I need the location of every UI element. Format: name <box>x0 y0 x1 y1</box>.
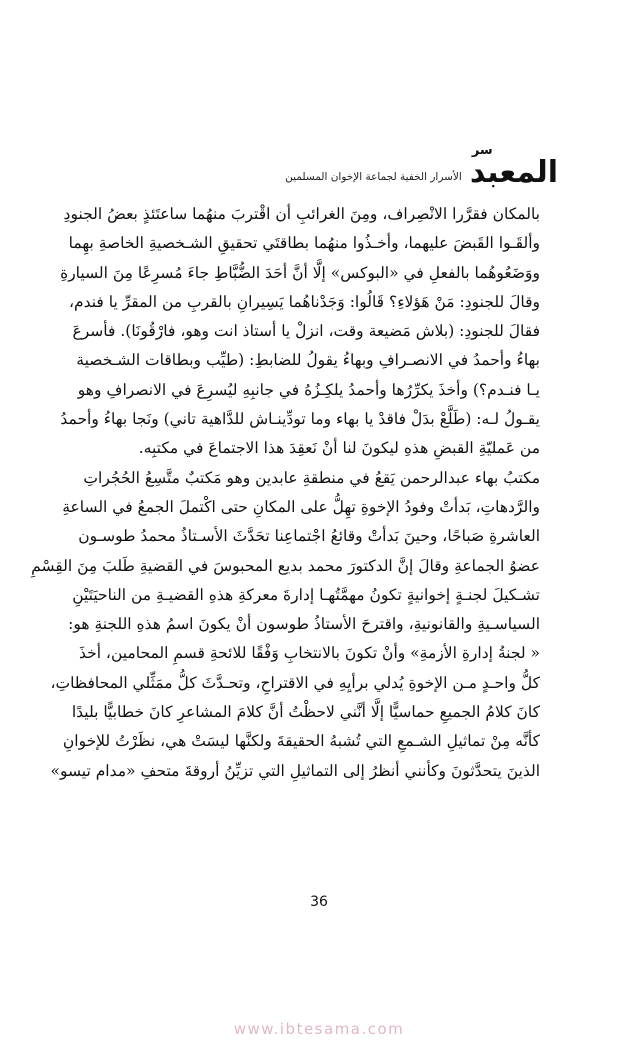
text-line: يقـولُ لـه: (طَلَّعْ بدَلْ فاقدْ يا بهاء وما تودِّينـاش للدَّاهية تاني) ونَجا بهاءُ وأحمدُ <box>60 410 540 429</box>
text-line: بهاءُ وأحمدُ في الانصـرافِ وبهاءُ يقولُ للضابطِ: (طيِّب وبطاقات الشـخصية <box>76 351 540 370</box>
text-line: وقالَ للجنودِ: مَنْ هَؤلاءِ؟ قَالُوا: وَجَدْناهُما يَسِيرانِ بالقربِ من المقرِّ يا فندم، <box>68 292 540 311</box>
text-line: مكتبُ بهاء عبدالرحمن يَقعُ في منطقةِ عابدين وهو مَكتبٌ متَّسِعُ الحُجُراتِ <box>83 468 540 487</box>
text-line: عضوُ الجماعةِ وقالَ إنَّ الدكتورَ محمد بديع المحبوسَ في القضيةِ طَلبَ مِنَ القِسْمِ <box>31 556 540 575</box>
text-line: وألقَـوا القَبضَ عليهما، وأخـذُوا منهُما بطاقتَي تحقيقِ الشـخصيةِ الخاصةِ بهِما <box>68 234 540 253</box>
book-title-logo <box>469 143 558 190</box>
text-line: فقالَ للجنودِ: (بلاش مَضيعة وقت، انزلْ يا أستاذ انت وهو، فارْقُونَا). فأسرعَ <box>72 322 540 341</box>
text-line: يـا فنـدم؟) وأخذَ يكرِّرُها وأحمدُ يلكِـزُهُ في جانبِهِ ليُسرِعَ في الانصرافِ وهو <box>77 380 540 399</box>
text-line: بالمكان فقرَّرا الانْصِراف، ومِنَ الغرائبِ أن اقْتربَ منهُما ساعتَئذٍ بعضُ الجنودِ <box>63 205 540 223</box>
text-line: والرَّدهاتِ، بَدأتْ وفودُ الإخوةِ تهِلُّ على المكانِ حتى اكْتملَ الجمعُ في الساعةِ <box>62 497 540 516</box>
body-text <box>31 200 540 786</box>
watermark-url: www.ibtesama.com <box>233 1020 405 1038</box>
text-line: كلُّ واحـدٍ مـن الإخوةِ يُدلي برأيِهِ في الاقتراحِ، وتحـدَّثَ كلُّ ممَثِّلي المحافظاتِ، <box>50 673 540 692</box>
text-line: ووَضَعُوهُما بالفعلِ في «البوكس» إلَّا أنَّ أحَدَ الضُّبَّاطِ جاءَ مُسرِعًا مِنَ السيارةِ <box>60 263 540 282</box>
running-header <box>150 140 558 188</box>
book-title-logo-main: المعبد <box>469 155 558 190</box>
book-title-logo-top: سر <box>471 143 493 158</box>
book-subtitle: الأسرار الخفية لجماعة الإخوان المسلمين <box>285 171 462 183</box>
paragraph-1 <box>60 200 540 464</box>
text-line: « لجنةُ إدارةِ الأزمةِ» وأنْ تكونَ بالانتخابِ وَفْقًا للائحةِ قسمِ المحامين، أخذَ <box>78 644 540 663</box>
text-line: من عَمليّةِ القبضِ هذهِ ليكونَ لنا أنْ نَعقِدَ هذا الاجتماعَ في مكتبِه. <box>138 439 540 458</box>
text-line: الذينَ يتحدَّثونَ وكأنني أنظرُ إلى التماثيلِ التي تزيِّنُ أروقةَ متحفِ «مدام تيسو» <box>50 761 540 780</box>
text-line: السياسـيةِ والقانونيةِ، واقترحَ الأستاذُ طوسون أنْ يكونَ اسمُ هذهِ اللجنةِ هو: <box>68 615 540 634</box>
text-line: العاشرةِ صَباحًا، وحينَ بَدأتْ وقائعُ اجْتماعِنا تحَدَّثَ الأسـتاذُ محمدُ طوسـون <box>78 527 540 546</box>
text-line: تشـكيلَ لجنـةٍ إخوانيةٍ تكونُ مهمَّتُهـا إدارةَ معركةِ هذهِ القضيـةِ من الناحيَتَيْنِ <box>72 585 540 604</box>
text-line: كأنَّه مِنْ تماثيلِ الشـمعِ التي تُشبهُ الحقيقةَ ولكنَّها ليسَتْ هي، نظَرْتُ للإخوانِ <box>62 732 540 751</box>
text-line: كانَ كلامُ الجميعِ حماسيًّا إلَّا أنَّني لاحظْتُ أنَّ كلامَ المشاعرِ كانَ خطابيًّا بليدًا <box>71 703 540 722</box>
paragraph-2 <box>31 464 540 786</box>
page-number: 36 <box>310 894 328 910</box>
